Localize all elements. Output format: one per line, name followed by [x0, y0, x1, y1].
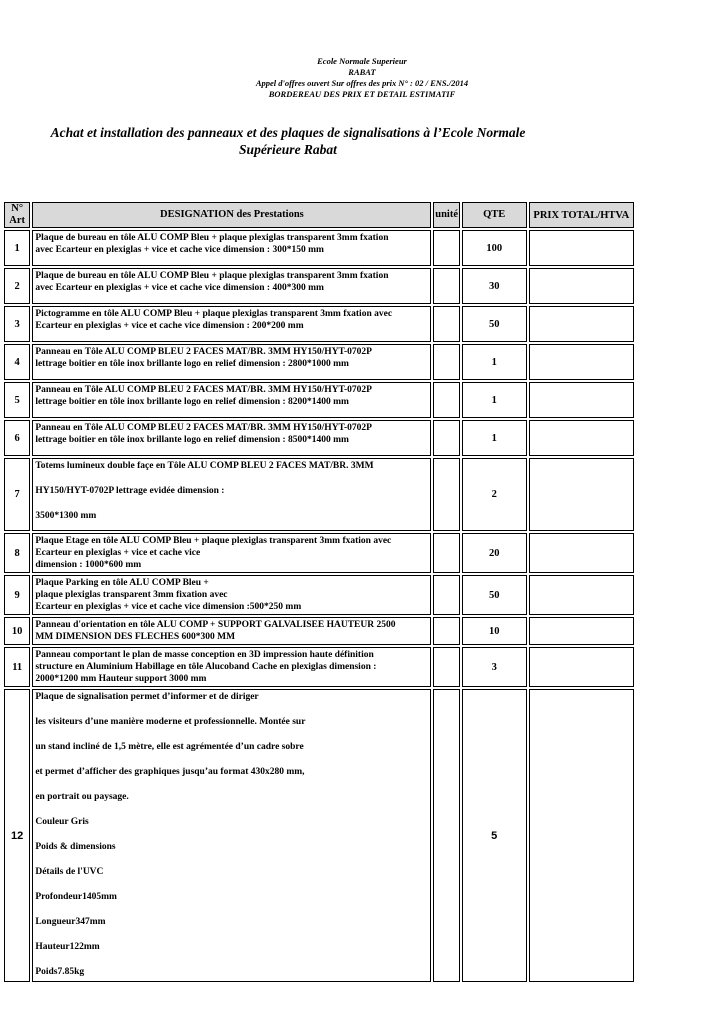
designation-line: Panneau en Tôle ALU COMP BLEU 2 FACES MAT/BR. 3MM HY150/HYT-0702P: [35, 385, 372, 395]
designation-line: lettrage boitier en tôle inox brillante logo en relief dimension : 8500*1400 mm: [35, 435, 349, 445]
designation-line: Plaque Etage en tôle ALU COMP Bleu + plaque plexiglas transparent 3mm fxation avec: [35, 536, 392, 546]
designation-line: Plaque de bureau en tôle ALU COMP Bleu + plaque plexiglas transparent 3mm fxation: [35, 233, 389, 243]
designation-line: Panneau en Tôle ALU COMP BLEU 2 FACES MAT/BR. 3MM HY150/HYT-0702P: [35, 423, 372, 433]
designation-line: Hauteur122mm: [35, 942, 100, 952]
designation-line: Plaque Parking en tôle ALU COMP Bleu +: [35, 578, 209, 588]
quantity-cell: 30: [462, 268, 527, 304]
unit-cell: [433, 306, 459, 342]
designation-line: lettrage boitier en tôle inox brillante logo en relief dimension : 8200*1400 mm: [35, 397, 349, 407]
unit-cell: [433, 647, 459, 687]
quantity-cell: 20: [462, 533, 527, 573]
price-cell: [529, 647, 634, 687]
designation-line: Longueur347mm: [35, 917, 106, 927]
header-prix: PRIX TOTAL/HTVA: [529, 202, 634, 228]
designation-cell: [32, 230, 431, 266]
price-cell: [529, 268, 634, 304]
price-cell: [529, 617, 634, 645]
table-row: [4, 575, 634, 615]
quantity-cell: 100: [462, 230, 527, 266]
price-cell: [529, 382, 634, 418]
designation-line: les visiteurs d’une manière moderne et professionnelle. Montée sur: [35, 717, 306, 727]
quantity-cell: 10: [462, 617, 527, 645]
designation-cell: [32, 420, 431, 456]
table-row: [4, 268, 634, 304]
school-name: Ecole Normale Superieur: [317, 56, 407, 66]
designation-line: un stand incliné de 1,5 mètre, elle est agrémentée d’un cadre sobre: [35, 742, 304, 752]
price-cell: [529, 230, 634, 266]
designation-line: Poids & dimensions: [35, 842, 116, 852]
designation-line: Pictogramme en tôle ALU COMP Bleu + plaque plexiglas transparent 3mm fxation avec: [35, 309, 393, 319]
unit-cell: [433, 575, 459, 615]
unit-cell: [433, 617, 459, 645]
article-number: 7: [4, 458, 30, 531]
designation-line: avec Ecarteur en plexiglas + vice et cache vice dimension : 300*150 mm: [35, 245, 324, 255]
designation-cell: [32, 306, 431, 342]
quantity-cell: 1: [462, 420, 527, 456]
price-cell: [529, 420, 634, 456]
designation-line: Profondeur1405mm: [35, 892, 117, 902]
quantity-cell: 50: [462, 306, 527, 342]
table-row: [4, 533, 634, 573]
unit-cell: [433, 533, 459, 573]
article-number: 10: [4, 617, 30, 645]
document-title-line1: Achat et installation des panneaux et des plaques de signalisations à l’Ecole Normale: [50, 125, 526, 140]
quantity-cell: 1: [462, 344, 527, 380]
article-number: 8: [4, 533, 30, 573]
price-cell: [529, 458, 634, 531]
designation-line: Panneau d'orientation en tôle ALU COMP + SUPPORT GALVALISEE HAUTEUR 2500: [35, 620, 396, 630]
price-table: [2, 200, 636, 984]
designation-line: avec Ecarteur en plexiglas + vice et cache vice dimension : 400*300 mm: [35, 283, 324, 293]
price-cell: [529, 344, 634, 380]
article-number: 12: [4, 689, 30, 982]
header-designation: DESIGNATION des Prestations: [32, 202, 431, 228]
designation-line: Plaque de bureau en tôle ALU COMP Bleu + plaque plexiglas transparent 3mm fxation: [35, 271, 389, 281]
quantity-cell: 5: [462, 689, 527, 982]
designation-line: Ecarteur en plexiglas + vice et cache vice dimension :500*250 mm: [35, 602, 302, 612]
table-row: [4, 689, 634, 982]
price-cell: [529, 533, 634, 573]
header-qte: QTE: [462, 202, 527, 228]
table-row: [4, 306, 634, 342]
designation-cell: [32, 617, 431, 645]
article-number: 9: [4, 575, 30, 615]
designation-line: Ecarteur en plexiglas + vice et cache vice: [35, 548, 201, 558]
table-row: [4, 617, 634, 645]
designation-line: 3500*1300 mm: [35, 511, 97, 521]
article-number: 6: [4, 420, 30, 456]
price-cell: [529, 306, 634, 342]
designation-line: Totems lumineux double façe en Tôle ALU COMP BLEU 2 FACES MAT/BR. 3MM: [35, 461, 374, 471]
quantity-cell: 2: [462, 458, 527, 531]
designation-line: Détails de l'UVC: [35, 867, 104, 877]
designation-line: structure en Aluminium Habillage en tôle Alucoband Cache en plexiglas dimension :: [35, 662, 377, 672]
unit-cell: [433, 344, 459, 380]
city: RABAT: [348, 67, 376, 77]
article-number: 3: [4, 306, 30, 342]
designation-line: MM DIMENSION DES FLECHES 600*300 MM: [35, 632, 236, 642]
designation-cell: [32, 689, 431, 982]
designation-cell: [32, 382, 431, 418]
table-row: [4, 420, 634, 456]
designation-line: plaque plexiglas transparent 3mm fixation avec: [35, 590, 228, 600]
unit-cell: [433, 268, 459, 304]
designation-line: et permet d’afficher des graphiques jusqu’au format 430x280 mm,: [35, 767, 305, 777]
table-row: [4, 382, 634, 418]
unit-cell: [433, 689, 459, 982]
designation-cell: [32, 575, 431, 615]
designation-line: lettrage boitier en tôle inox brillante logo en relief dimension : 2800*1000 mm: [35, 359, 349, 369]
designation-line: Panneau en Tôle ALU COMP BLEU 2 FACES MAT/BR. 3MM HY150/HYT-0702P: [35, 347, 372, 357]
unit-cell: [433, 230, 459, 266]
designation-cell: [32, 344, 431, 380]
header-num: N° Art: [4, 202, 30, 228]
tender-reference: Appel d'offres ouvert Sur offres des prix N° : 02 / ENS./2014: [255, 78, 469, 88]
designation-line: dimension : 1000*600 mm: [35, 560, 142, 570]
document-subtitle: BORDEREAU DES PRIX ET DETAIL ESTIMATIF: [268, 89, 456, 99]
designation-cell: [32, 647, 431, 687]
table-row: [4, 458, 634, 531]
document-title-line2: Supérieure Rabat: [239, 142, 337, 157]
article-number: 1: [4, 230, 30, 266]
price-cell: [529, 575, 634, 615]
designation-cell: [32, 458, 431, 531]
designation-line: 2000*1200 mm Hauteur support 3000 mm: [35, 674, 207, 684]
designation-cell: [32, 533, 431, 573]
header-unite: unité: [433, 202, 459, 228]
designation-line: Ecarteur en plexiglas + vice et cache vice dimension : 200*200 mm: [35, 321, 304, 331]
table-row: [4, 230, 634, 266]
designation-line: HY150/HYT-0702P lettrage evidée dimension :: [35, 486, 225, 496]
table-header-row: [4, 202, 634, 228]
designation-line: Poids7.85kg: [35, 967, 85, 977]
article-number: 2: [4, 268, 30, 304]
article-number: 5: [4, 382, 30, 418]
unit-cell: [433, 382, 459, 418]
designation-line: Plaque de signalisation permet d’informer et de diriger: [35, 692, 259, 702]
unit-cell: [433, 458, 459, 531]
quantity-cell: 1: [462, 382, 527, 418]
quantity-cell: 3: [462, 647, 527, 687]
table-row: [4, 344, 634, 380]
table-row: [4, 647, 634, 687]
article-number: 11: [4, 647, 30, 687]
quantity-cell: 50: [462, 575, 527, 615]
price-cell: [529, 689, 634, 982]
article-number: 4: [4, 344, 30, 380]
designation-line: Panneau comportant le plan de masse conception en 3D impression haute définition: [35, 650, 374, 660]
designation-line: en portrait ou paysage.: [35, 792, 129, 802]
designation-line: Couleur Gris: [35, 817, 89, 827]
designation-cell: [32, 268, 431, 304]
unit-cell: [433, 420, 459, 456]
